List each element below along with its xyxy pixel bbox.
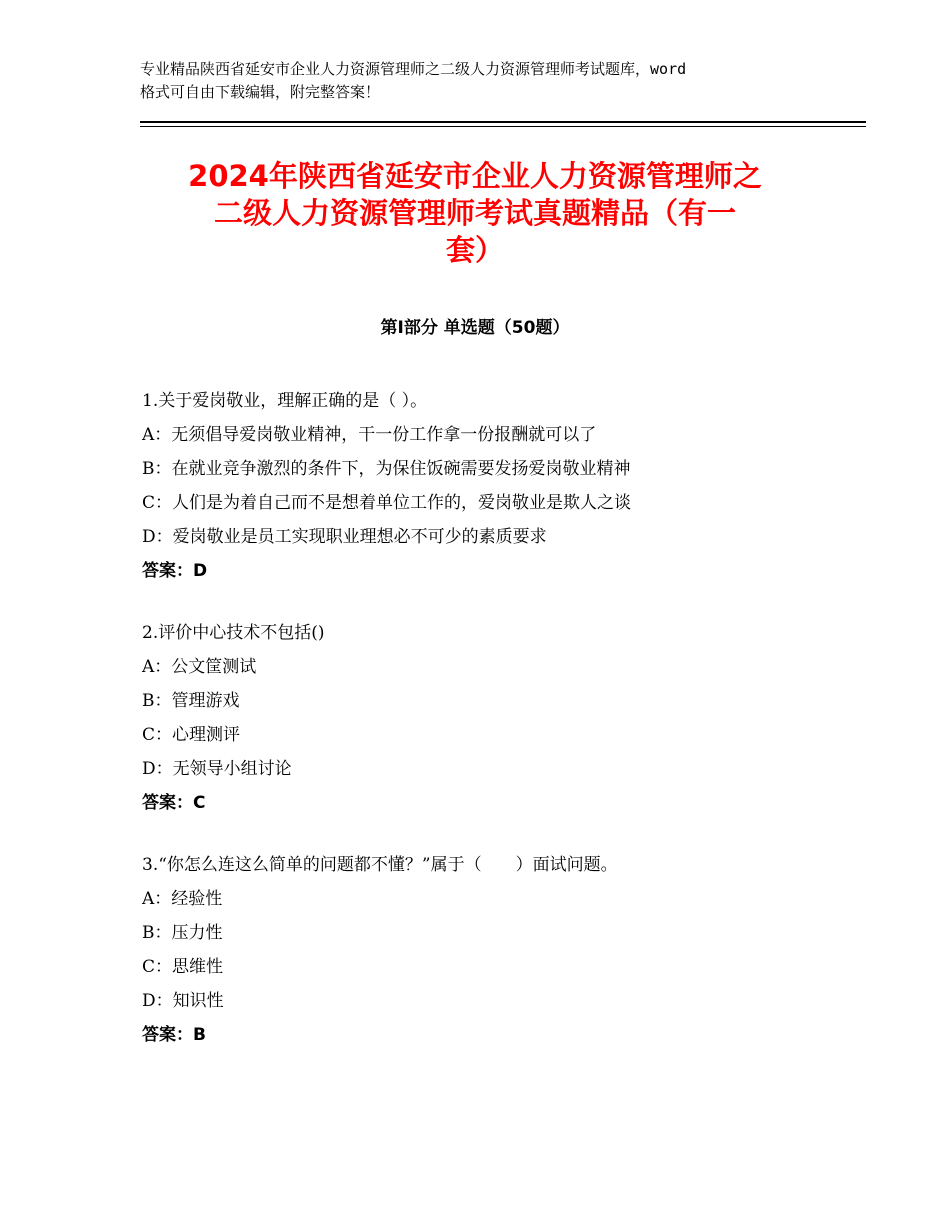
option-c: C：人们是为着自己而不是想着单位工作的，爱岗敬业是欺人之谈	[142, 493, 632, 513]
option-a: A：无须倡导爱岗敬业精神，干一份工作拿一份报酬就可以了	[142, 425, 597, 445]
option-b: B：压力性	[142, 923, 223, 943]
question-2	[142, 616, 842, 820]
question-1	[142, 384, 842, 588]
header-note-line-1: 专业精品陕西省延安市企业人力资源管理师之二级人力资源管理师考试题库，word	[140, 60, 687, 78]
option-c: C：心理测评	[142, 725, 241, 745]
header-divider-thin	[140, 126, 866, 127]
question-stem: 2.评价中心技术不包括()	[142, 623, 325, 643]
header-note	[140, 58, 830, 104]
document-title-line-3: 套）	[445, 233, 504, 267]
option-b: B：在就业竞争激烈的条件下，为保住饭碗需要发扬爱岗敬业精神	[142, 459, 631, 479]
question-list	[142, 384, 842, 1080]
document-title	[130, 158, 820, 269]
document-title-line-2: 二级人力资源管理师考试真题精品（有一	[213, 196, 736, 230]
option-a: A：经验性	[142, 889, 223, 909]
header-note-line-2: 格式可自由下载编辑，附完整答案！	[140, 83, 381, 101]
question-stem: 3.“你怎么连这么简单的问题都不懂？”属于（ ）面试问题。	[142, 855, 618, 875]
question-3	[142, 848, 842, 1052]
option-d: D：爱岗敬业是员工实现职业理想必不可少的素质要求	[142, 527, 547, 547]
question-stem: 1.关于爱岗敬业，理解正确的是（ ）。	[142, 391, 428, 411]
header-divider-thick	[140, 121, 866, 123]
answer: 答案：B	[142, 1025, 206, 1045]
option-d: D：无领导小组讨论	[142, 759, 292, 779]
option-c: C：思维性	[142, 957, 224, 977]
answer: 答案：D	[142, 561, 208, 581]
document-title-line-1: 2024年陕西省延安市企业人力资源管理师之	[188, 159, 762, 193]
answer: 答案：C	[142, 793, 206, 813]
option-b: B：管理游戏	[142, 691, 240, 711]
option-a: A：公文筐测试	[142, 657, 257, 677]
section-heading: 第Ⅰ部分 单选题（50题）	[380, 318, 570, 338]
option-d: D：知识性	[142, 991, 224, 1011]
